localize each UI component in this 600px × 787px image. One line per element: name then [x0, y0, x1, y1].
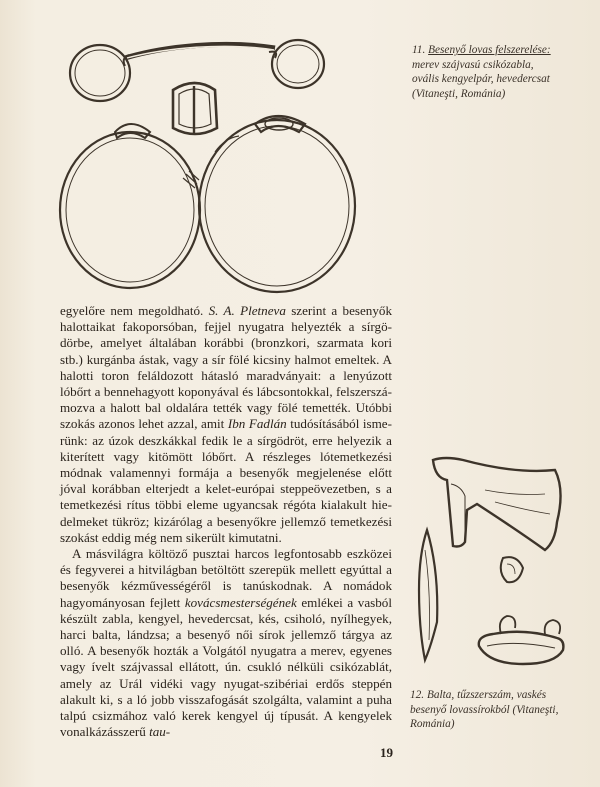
knife [419, 530, 437, 660]
caption-11-number: 11. [412, 44, 426, 56]
p2-text-b: emlékei a vasból készült zabla, kengyel, hevedercsat, kés, csiholó, nyílhegyek, harci balta, lándzsa; a besenyő női sírok jellemző tárgya az olló. A besenyők hozták a Volgától nyugatra a merev, egyenes vagy ívelt szájvassal ellátott, ún. csukló nélküli csikózablát, amely az Urál vidéki vagy nyugat-szibériai erdős steppén alakult ki, s a ló jobb visszafogását szolgálta, valamint a puha talpú csizmához való kerek kengyel új típusát. A kengyelek vonalkázásszerű [60, 594, 392, 740]
figure-11-horse-gear [55, 28, 365, 296]
p1-text-a: egyelőre nem megoldható. [60, 303, 209, 318]
bit-ring-left [70, 45, 130, 101]
caption-11-line4: (Vitaneşti, Románia) [412, 87, 506, 100]
axe-head [433, 458, 561, 550]
stirrup-right [199, 120, 355, 292]
paragraph-2 [60, 546, 392, 740]
bit-ring-right [272, 40, 324, 88]
p2-text-a: A másvilágra költöző pusztai harcos legfontosabb eszközei és fegyverei a hitvilágban betöltött szerepük mellett egyúttal a besenyők kézművességéről is tanúskodnak. A nomádok hagyományosan fejlett [60, 546, 392, 610]
p1-source-name: Ibn Fadlán [227, 416, 287, 432]
flint-piece [501, 557, 523, 582]
p2-term: kovácsmesterségének [184, 594, 297, 610]
caption-12-number: 12. [410, 689, 425, 701]
figure-12-tools [405, 450, 585, 680]
p1-author-name: S. A. Pletneva [208, 303, 286, 318]
fire-steel [479, 632, 564, 664]
p2-tail: tau- [149, 724, 171, 740]
page-number: 19 [380, 745, 393, 760]
caption-11-line3: ovális kengyelpár, hevedercsat [412, 73, 550, 85]
caption-12-line2: besenyő lovassírokból (Vitaneşti, [410, 703, 559, 716]
caption-11-line2: merev szájvasú csikózabla, [412, 58, 534, 71]
stirrup-left [60, 132, 200, 288]
paragraph-1 [60, 303, 392, 546]
caption-figure-12 [410, 688, 590, 732]
p1-text-c: tudósításából ismerünk: az úzok deszkákkal fedik le a sírgödröt, erre helyezik a kiterített vagy kitömött lóbőrt. A részleges lótemetkezési módnak valamennyi formája a besenyők megjelenése előtt jóval korábban elterjedt a kelet-európai steppeövezetben, s a temetkezési rítus többi eleme ugyancsak régóta kialakult hiedelmeket tükröz; kizárólag a besenyőkre jellemző temetkezési szokást eddig még nem sikerült kimutatni. [60, 416, 392, 545]
caption-11-line1: Besenyő lovas felszerelése: [428, 44, 551, 56]
p1-text-b: szerint a besenyők halottaikat fakoporsóban, fejjel nyugatra helyezték a sírgödörbe, amelyet általában korábbi (bronzkori, szarmata kori stb.) kurgánba ástak, vagy a sír fölé kicsiny halmot emeltek. A halotti toron feláldozott hátasló maradványait: a lenyúzott lóbőrt a bennehagyott koponyával és lábcsontokkal, felszerszámozva a halott bal oldalára tették vagy fölé temették. Utóbbi szokás azonos lehet azzal, amit [60, 303, 392, 432]
caption-figure-11 [412, 43, 587, 101]
caption-12-line3: Románia) [410, 718, 455, 730]
caption-12-line1: Balta, tűzszerszám, vaskés [426, 689, 547, 701]
body-text [60, 303, 392, 740]
